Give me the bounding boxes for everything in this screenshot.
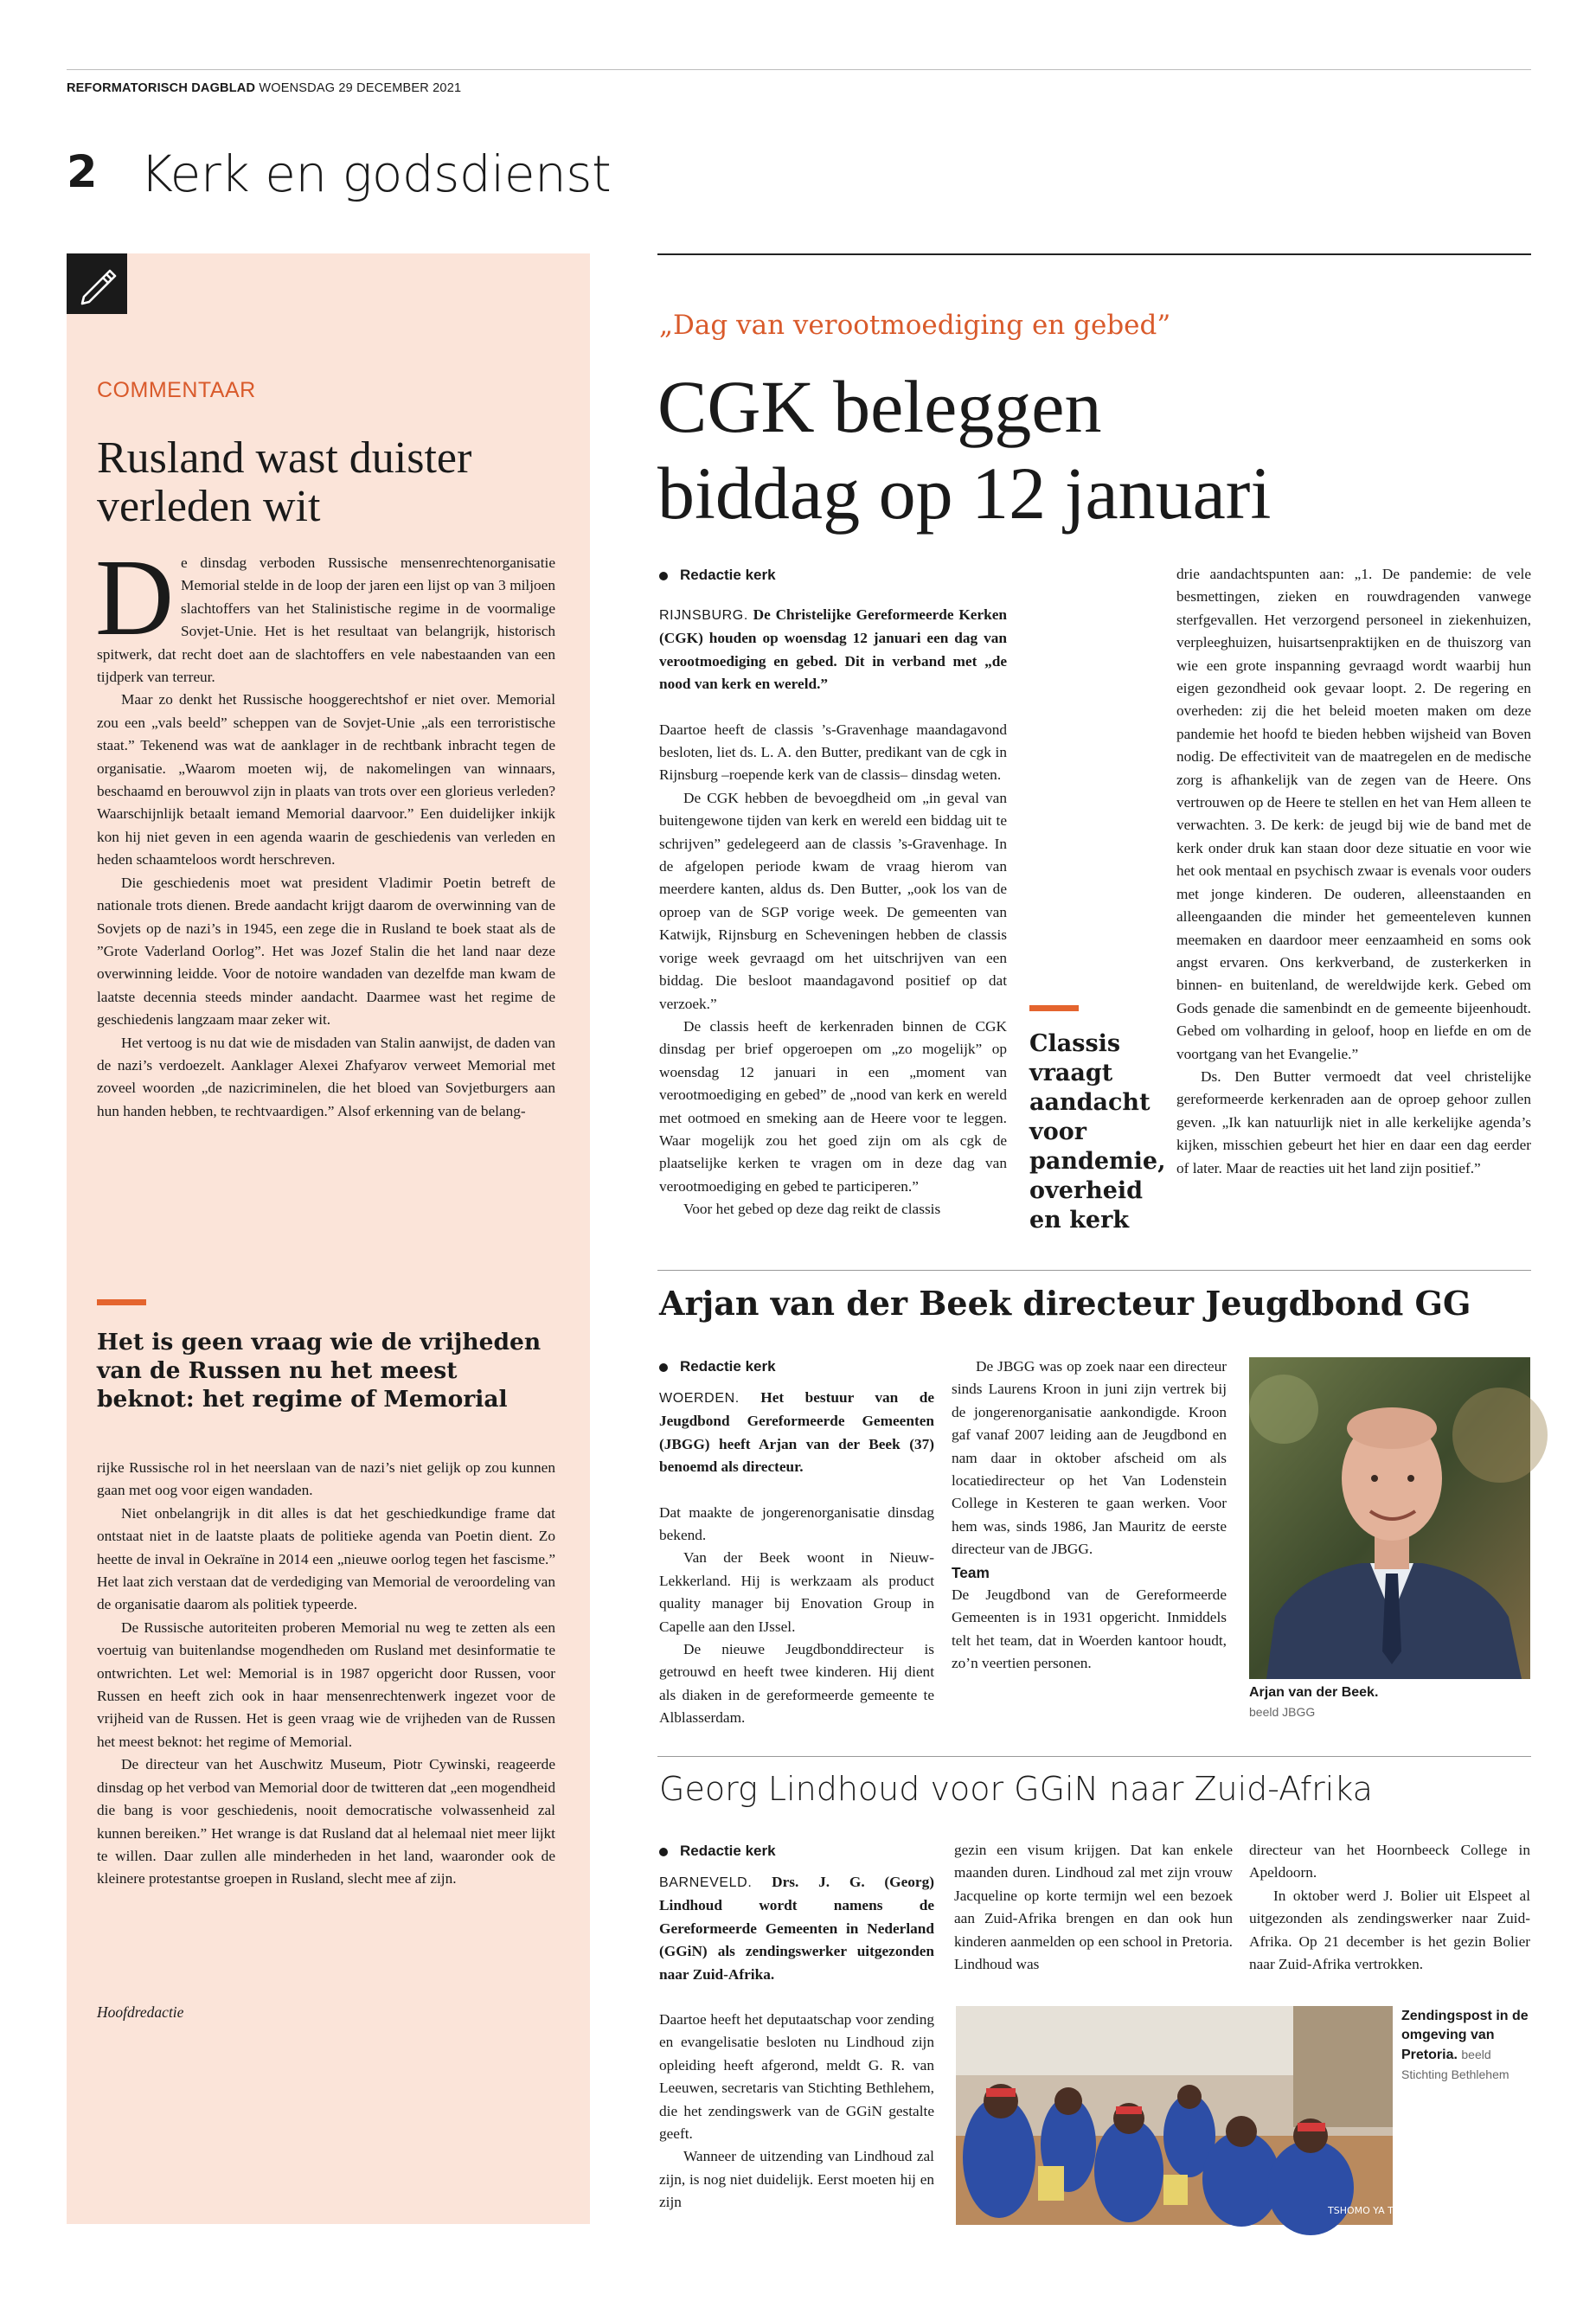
paragraph: drie aandachtspunten aan: „1. De pandemie: de vele besmettingen, zieken en rouwdragenden vanwege sterfgevallen. Het verzorgend personeel in ziekenhuizen, verpleeghuizen, huisartsenpraktijken en de thuiszorg van wie een grote inspanning gevraagd wordt waarbij hun eigen gezondheid ook gevaar loopt. 2. De regering en overheden: zij die het beleid moeten maken om deze pandemie het hoofd te bieden hebben wijsheid van Boven nodig. De effectiviteit van de maatregelen en de medische zorg is afhankelijk van de zegen van de Heere. Ons vertrouwen op de Heere te stellen en het van Hem alleen te verwachten. 3. De kerk: de jeugd bij wie de band met de kerk onder druk kan staan door deze situatie en voor wie het ook mentaal en psychisch zwaar is evenals voor ouders met jonge kinderen. De ouderen, alleenstaanden en alleengaanden die minder het gemeenteleven kunnen meemaken en daardoor meer eenzaamheid en soms ook angst ervaren. Ons kerkverband, de zusterkerken in binnen- en buitenland, de wereldwijde kerk. Gebed om Gods genade die samenbindt en de gemeente bijeenhoudt. Gebed om volharding in geloof, hoop en liefde en om de voortgang van het Evangelie.” [1176, 566, 1531, 1062]
paragraph: Daartoe heeft het deputaatschap voor zending en evangelisatie besloten nu Lindhoud zijn opleiding heeft afgerond, meldt G. R. van Leeuwen, secretaris van Stichting Bethlehem, die het zendingswerk van de GGiN gestalte geeft. [659, 2011, 934, 2143]
bullet-icon [659, 1363, 668, 1372]
byline-text: Redactie kerk [680, 1358, 776, 1375]
paragraph: Voor het gebed op deze dag reikt de classis [683, 1201, 941, 1218]
article2-col-2 [952, 1356, 1227, 1676]
paragraph: In oktober werd J. Bolier uit Elspeet al uitgezonden als zendingswerker naar Zuid-Afrika. Op 21 december is het gezin Bolier naar Zuid-Afrika vertrokken. [1249, 1887, 1530, 1973]
paragraph: Die geschiedenis moet wat president Vladimir Poetin betreft de nationale trots dienen. Brede aandacht krijgt daarom de overwinning van de Sovjets op de nazi’s in 1945, een zege die in Rusland te boek staat als de ”Grote Vaderland Oorlog”. Het was Jozef Stalin die het land naar deze overwinning leidde. Voor de notoire wandaden van dezelfde man kwam de laatste decennia steeds minder aandacht. Daarmee wast het regime de geschiedenis langzaam maar zeker wit. [97, 874, 555, 1029]
paragraph: Niet onbelangrijk in dit alles is dat het geschiedkundige frame dat ontstaat niet in de laatste plaats de politieke agenda van Poetin dient. Zo heette de inval in Oekraïne in 2014 een „nieuwe oorlog tegen het fascisme.” Het laat zich verstaan dat de verdediging van Memorial de veroordeling van de organisatie daarom als politiek typeerde. [97, 1504, 555, 1613]
portrait-caption [1249, 1683, 1530, 1722]
paragraph: De CGK hebben de bevoegdheid om „in geval van buitengewone tijden van kerk en wereld een biddag uit te schrijven” gedelegeerd aan de classis ’s-Gravenhage. In de afgelopen periode kwam de vraag hierom van meerdere kanten, aldus ds. Den Butter, „ook los van de oproep van de SGP vorige week. De gemeenten van Katwijk, Rijnsburg en Scheveningen hebben de classis vorige week gevraagd om het uitschrijven van een biddag. Die besloot maandagavond positief op dat verzoek.” [659, 789, 1007, 1012]
commentary-body-top [95, 538, 555, 1123]
paragraph: De JBGG was op zoek naar een directeur sinds Laurens Kroon in juni zijn vertrek bij de jongerenorganisatie aankondigde. Kroon gaf vanaf 2007 leiding aan de Jeugdbond en nam daar in oktober afscheid om als locatiedirecteur op het Van Lodenstein College in Kesteren te gaan werken. Voor hem was, sinds 1986, Jan Mauritz de eerste directeur van de JBGG. [952, 1358, 1227, 1558]
headline-line: biddag op 12 januari [657, 452, 1272, 535]
bullet-icon [659, 1848, 668, 1856]
issue-date: WOENSDAG 29 DECEMBER 2021 [259, 81, 462, 95]
article-divider [657, 1270, 1531, 1271]
commentary-label: COMMENTAAR [97, 378, 256, 402]
commentary-body-bottom [97, 1457, 555, 1891]
commentary-title: Rusland wast duister verleden wit [97, 433, 472, 531]
paragraph: Wanneer de uitzending van Lindhoud zal zijn, is nog niet duidelijk. Eerst moeten hij en zijn [659, 2148, 934, 2211]
section-title: Kerk en godsdienst [140, 144, 612, 203]
commentary-signature: Hoofdredactie [97, 2003, 184, 2021]
photo-credit: beeld Stichting Bethlehem [1401, 2048, 1509, 2081]
paragraph: e dinsdag verboden Russische mensenrechtenorganisatie Memorial stelde in de loop der jaren een lijst op van 3 miljoen slachtoffers van het Stalinistische regime in de voormalige Sovjet-Unie. Het is het resultaat van belangrijk, historisch spitwerk, dat recht doet aan de slachtoffers en vele nabestaanden van een tijdperk van terreur. [97, 554, 555, 686]
article-headline [657, 363, 1436, 536]
mission-photo-caption [1401, 2007, 1531, 2085]
article-col-1 [659, 604, 1007, 1221]
headline-line: CGK beleggen [657, 365, 1102, 448]
article2-headline: Arjan van der Beek directeur Jeugdbond GG [659, 1284, 1471, 1323]
byline [659, 1843, 776, 1860]
article3-col-2 [954, 1839, 1233, 1976]
subhead: Team [952, 1563, 990, 1581]
paragraph: Daartoe heeft de classis ’s-Gravenhage maandagavond besloten, liet ds. L. A. den Butter, predikant van de cgk in Rijnsburg –roepende kerk van de classis– dinsdag weten. [659, 721, 1007, 784]
article-lead: Drs. J. G. (Georg) Lindhoud wordt namens de Gereformeerde Gemeenten in Nederland (GGiN) als zendingswerker uitgezonden naar Zuid-Afrika. [659, 1874, 934, 1983]
dateline: RIJNSBURG. [659, 608, 748, 623]
article-lead: Het bestuur van de Jeugdbond Gereformeerde Gemeenten (JBGG) heeft Arjan van der Beek (37) benoemd als directeur. [659, 1389, 934, 1476]
dateline: WOERDEN. [659, 1391, 740, 1406]
byline-text: Redactie kerk [680, 1843, 776, 1859]
paragraph: gezin een visum krijgen. Dat kan enkele maanden duren. Lindhoud zal met zijn vrouw Jacqueline op korte termijn wel een bezoek aan Zuid-Afrika brengen en dan ook hun kinderen aanmelden op een school in Pretoria. Lindhoud was [954, 1842, 1233, 1973]
paragraph: De directeur van het Auschwitz Museum, Piotr Cywinski, reageerde dinsdag op het verbod van Memorial door de twitteren dat „een mogendheid die bang is voor geschiedenis, nooit democratische volwassenheid zal kunnen bereiken.” Het wrange is dat Rusland dat al helemaal niet meer lijkt te willen. Daar zullen alle minderheden in het land, waaronder ook de kleinere protestantse groepen in Rusland, slecht mee af zijn. [97, 1756, 555, 1888]
masthead [67, 81, 461, 95]
article-col-2 [1176, 563, 1531, 1180]
paper-name: REFORMATORISCH DAGBLAD [67, 81, 256, 95]
drop-cap: D [95, 538, 174, 658]
caption-text: Arjan van der Beek. [1249, 1685, 1379, 1700]
paragraph: Maar zo denkt het Russische hooggerechtshof er niet over. Memorial zou een „vals beeld” scheppen van de Sovjet-Unie „als een terroristische staat.” Tekenend was wat de aanklager in de rechtbank inbracht tegen de organisatie. „Waarom moeten wij, de nakomelingen van winnaars, beschaamd en berouwvol zijn in plaats van trots over een glorieus verleden? Waarschijnlijk betaalt iemand Memorial daarvoor.” Een duidelijker inkijk kon hij niet geven in een agenda waarin de geschiedenis van verleden en heden schaamteloos wordt herschreven. [97, 691, 555, 868]
paragraph: directeur van het Hoornbeeck College in Apeldoorn. [1249, 1842, 1530, 1881]
top-rule [67, 69, 1531, 70]
pen-icon [67, 253, 127, 314]
paragraph: De Jeugdbond van de Gereformeerde Gemeenten is in 1931 opgericht. Inmiddels telt het team, dat in Woerden kantoor houdt, zo’n veertien personen. [952, 1586, 1227, 1672]
article3-col-3 [1249, 1839, 1530, 1976]
mission-photo [956, 2006, 1425, 2225]
section-rule [657, 253, 1531, 255]
article2-col-1 [659, 1387, 934, 1730]
paragraph: Ds. Den Butter vermoedt dat veel christelijke gereformeerde kerkenraden aan de oproep gehoor zullen geven. „Ik kan natuurlijk niet in alle kerkelijke agenda’s kijken, misschien gebeurt het hier en daar een dag eerder of later. Maar de reacties uit het land zijn positief.” [1176, 1067, 1531, 1176]
paragraph: De classis heeft de kerkenraden binnen de CGK dinsdag per brief opgeroepen om „zo mogelijk” op woensdag 12 januari in een „moment van verootmoediging en gebed” de „nood van kerk en wereld met ootmoed en smeking aan de Heere voor te leggen. Waar mogelijk zou het goed zijn om als cgk de plaatselijke kerken te vragen om in deze dag van verootmoediging en gebed te participeren.” [659, 1017, 1007, 1195]
article-pull-quote: Classis vraagt aandacht voor pandemie, overheid en kerk [1029, 1030, 1166, 1234]
article3-col-1 [659, 1871, 934, 2214]
byline [659, 1358, 776, 1375]
commentary-pull-quote: Het is geen vraag wie de vrijheden van de Russen nu het meest beknot: het regime of Memorial [97, 1329, 542, 1413]
paragraph: Van der Beek woont in Nieuw-Lekkerland. Hij is werkzaam als product quality manager bij Enovation Group in Capelle aan den IJssel. [659, 1549, 934, 1635]
article-lead: De Christelijke Gereformeerde Kerken (CGK) houden op woensdag 12 januari een dag van verootmoediging en gebed. Dit in verband met „de nood van kerk en wereld.” [659, 606, 1008, 693]
paragraph: Dat maakte de jongerenorganisatie dinsdag bekend. [659, 1503, 934, 1544]
quote-accent-bar [97, 1299, 146, 1305]
paragraph: De Russische autoriteiten proberen Memorial nu weg te zetten als een voertuig van buitenlandse mogendheden om Rusland met desinformatie te ontwrichten. Let wel: Memorial is in 1987 opgericht door Russen, voor Russen en heeft zich ook in haar mensenrechtenwerk ingezet voor de vrijheid van de Russen. Het is geen vraag wie de vrijheden van de Russen het meest beknot: het regime of Memorial. [97, 1618, 555, 1750]
byline-text: Redactie kerk [680, 567, 776, 583]
page-number: 2 [67, 147, 98, 198]
caption-text: Zendingspost in de omgeving van Pretoria. [1401, 2009, 1529, 2062]
article-divider [657, 1756, 1531, 1757]
article-kicker: „Dag van verootmoediging en gebed” [659, 310, 1171, 341]
shirt-text: TSHOMO YA TSHEPE [1328, 2205, 1425, 2216]
dateline: BARNEVELD. [659, 1875, 753, 1890]
photo-credit: beeld JBGG [1249, 1705, 1316, 1719]
paragraph: rijke Russische rol in het neerslaan van de nazi’s niet gelijk op zou kunnen gaan met oog voor eigen wandaden. [97, 1459, 555, 1499]
bullet-icon [659, 572, 668, 580]
byline [659, 567, 776, 584]
pullquote-accent-bar [1029, 1005, 1079, 1011]
paragraph: Het vertoog is nu dat wie de misdaden van Stalin aanwijst, de daden van de nazi’s verdoezelt. Aanklager Alexei Zhafyarov verweet Memorial met zoveel woorden „de nazicriminelen, die het bloed van Sovjetburgers aan hun handen hebben, te rechtvaardigen.” Alsof erkenning van de belang- [97, 1034, 555, 1119]
portrait-photo [1249, 1357, 1530, 1679]
paragraph: De nieuwe Jeugdbonddirecteur is getrouwd en heeft twee kinderen. Hij dient als diaken in de gereformeerde gemeente te Alblasserdam. [659, 1641, 934, 1727]
article3-headline: Georg Lindhoud voor GGiN naar Zuid-Afrika [659, 1770, 1373, 1808]
